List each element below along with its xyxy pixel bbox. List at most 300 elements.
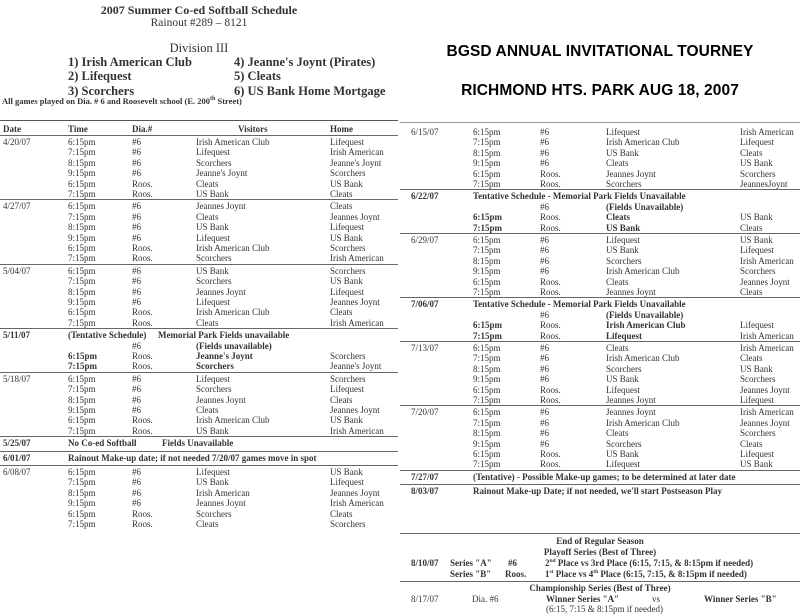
diamond: #6 [132, 137, 141, 147]
rainout-line: Rainout #289 – 8121 [150, 17, 248, 29]
game-time: 7:15pm [68, 253, 96, 264]
diamond: #6 [132, 297, 141, 307]
diamond: Roos. [540, 320, 561, 331]
game-time: 6:15pm [68, 373, 96, 384]
table-row [400, 266, 800, 277]
notice-text: Rainout Make-up Date; if not needed, we'll start Postseason Play [473, 486, 722, 497]
diamond: #6 [540, 266, 549, 277]
home-team: US Bank [330, 276, 363, 287]
table-row [0, 201, 398, 212]
home-team: Cleats [330, 201, 353, 212]
home-team: Jeannes Joynt [740, 276, 790, 287]
visitors-team: Cleats [196, 317, 219, 328]
series-b-rank: 1 [545, 569, 550, 579]
visitors-team: Scorchers [196, 253, 232, 264]
table-row [400, 364, 800, 375]
date-row [0, 438, 398, 449]
game-time: 6:15pm [473, 235, 501, 245]
home-team: Lifequest [330, 286, 364, 297]
visitors-team: Jeannes Joynt [606, 168, 656, 179]
diamond: Roos. [132, 351, 153, 361]
diamond: #6 [540, 353, 549, 364]
game-time: 7:15pm [473, 353, 501, 364]
home-team: Cleats [740, 147, 763, 158]
table-row [400, 343, 800, 354]
visitors-team: Cleats [606, 158, 629, 169]
end-regular-season: End of Regular Season [556, 536, 644, 546]
game-date: 6/01/07 [3, 452, 31, 463]
table-row [0, 384, 398, 395]
table-row [0, 168, 398, 179]
visitors-team: Cleats [606, 428, 629, 439]
series-b-rank2-sup: th [593, 569, 599, 575]
table-row [400, 127, 800, 138]
table-row [0, 276, 398, 287]
team-3: 3) Scorchers [68, 84, 135, 98]
visitors-team: Jeanne's Joynt [196, 351, 253, 361]
visitors-team: Lifequest [606, 235, 640, 245]
game-date: 4/27/07 [3, 201, 31, 212]
tentative-note: Memorial Park Fields unavailable [158, 330, 290, 341]
diamond: Roos. [132, 243, 153, 253]
game-time: 6:15pm [473, 384, 501, 395]
game-time: 7:15pm [68, 425, 96, 436]
date-row [400, 486, 800, 497]
home-team: Irish American [330, 253, 384, 264]
table-row [400, 223, 800, 234]
visitors-team: US Bank [606, 374, 639, 385]
game-time: 9:15pm [473, 266, 501, 277]
diamond: #6 [132, 147, 141, 158]
home-team: Scorchers [330, 519, 366, 529]
table-row [400, 256, 800, 267]
table-row [400, 158, 800, 169]
fields-row [400, 202, 800, 213]
game-time: 7:15pm [68, 317, 96, 328]
home-team: Cleats [330, 189, 353, 199]
diamond: Roos. [132, 425, 153, 436]
table-row [0, 426, 398, 437]
block-separator [400, 189, 800, 190]
table-row [0, 233, 398, 244]
home-team: US Bank [740, 212, 773, 223]
visitors-team: US Bank [196, 222, 229, 233]
table-row [400, 449, 800, 460]
visitors-team: Cleats [196, 405, 219, 415]
diamond: Roos. [132, 415, 153, 426]
table-row [400, 179, 800, 190]
game-time: 9:15pm [68, 405, 96, 415]
table-row [0, 395, 398, 406]
team-5: 5) Cleats [234, 69, 281, 83]
home-team: Lifequest [330, 222, 364, 233]
diamond: Roos. [540, 276, 561, 287]
home-team: US Bank [740, 363, 773, 374]
game-time: 7:15pm [68, 361, 97, 372]
game-time: 7:15pm [68, 384, 96, 395]
champ-team-a: Winner Series "A" [546, 594, 620, 604]
tentative-note: Tentative Schedule - Memorial Park Fields Unavailable [473, 191, 686, 202]
table-row [400, 395, 800, 406]
home-team: Lifequest [330, 384, 364, 395]
diamond: #6 [132, 222, 141, 233]
game-time: 7:15pm [68, 211, 96, 222]
home-team: Jeannes Joynt [740, 417, 790, 428]
game-time: 6:15pm [473, 449, 501, 459]
game-time: 6:15pm [68, 201, 96, 212]
visitors-team: Scorchers [196, 361, 234, 372]
table-row [400, 320, 800, 331]
block-separator [400, 405, 800, 406]
game-time: 9:15pm [473, 374, 501, 385]
diamond: #6 [540, 428, 549, 439]
home-team: Scorchers [740, 266, 776, 277]
block-separator [400, 233, 800, 234]
home-team: Lifequest [740, 245, 774, 256]
game-time: 6:15pm [68, 137, 96, 147]
diamond: #6 [132, 373, 141, 384]
table-row [400, 245, 800, 256]
diamond: Roos. [132, 317, 153, 328]
series-a-matchup [545, 558, 753, 568]
game-date: 7/06/07 [411, 299, 439, 310]
home-team: Jeannes Joynt [330, 487, 380, 498]
game-time: 7:15pm [473, 330, 502, 341]
game-time: 8:15pm [68, 286, 96, 297]
game-time: 7:15pm [473, 179, 501, 189]
schedule-title: 2007 Summer Co-ed Softball Schedule [100, 3, 298, 17]
table-row [0, 509, 398, 520]
diamond: #6 [132, 168, 141, 179]
notice-text: No Co-ed Softball [68, 438, 137, 449]
game-date: 7/27/07 [411, 471, 439, 482]
date-row [400, 299, 800, 310]
game-time: 8:15pm [473, 428, 501, 439]
diamond: #6 [132, 477, 141, 488]
diamond: #6 [132, 232, 141, 243]
table-row [400, 439, 800, 450]
visitors-team: Cleats [196, 178, 219, 189]
home-team: Irish American [740, 407, 794, 418]
visitors-team: Cleats [606, 276, 629, 287]
table-row [400, 277, 800, 288]
visitors-team: Scorchers [606, 363, 642, 374]
home-team: Jeannes Joynt [330, 405, 380, 415]
diamond: Roos. [540, 459, 561, 470]
series-b-matchup [545, 569, 747, 579]
game-time: 9:15pm [473, 158, 501, 169]
diamond: Roos. [540, 222, 561, 233]
header-underline [0, 135, 398, 136]
diamond: #6 [540, 417, 549, 428]
table-row [0, 253, 398, 264]
diamond: #6 [540, 201, 549, 212]
visitors-team: US Bank [196, 477, 229, 488]
date-row [400, 472, 800, 483]
playoff-date: 8/10/07 [411, 558, 439, 568]
diamond: #6 [132, 498, 141, 509]
game-date: 5/04/07 [3, 265, 31, 276]
table-row [0, 488, 398, 499]
game-time: 6:15pm [473, 343, 501, 353]
visitors-team: Lifequest [606, 459, 640, 470]
postseason-rule [400, 533, 800, 534]
header-visitors: Visitors [238, 124, 268, 134]
game-time: 8:15pm [68, 157, 96, 168]
table-row [0, 179, 398, 190]
game-time: 8:15pm [68, 222, 96, 233]
home-team: Jeanne's Joynt [330, 157, 382, 168]
table-row [0, 318, 398, 329]
diamond: #6 [540, 137, 549, 148]
game-time: 8:15pm [473, 255, 501, 266]
game-time: 9:15pm [473, 438, 501, 449]
table-row [0, 147, 398, 158]
table-row [0, 415, 398, 426]
venue-note-text: All games played on Dia. # 6 and Roosevelt school (E. 200 [2, 96, 211, 106]
diamond: #6 [132, 157, 141, 168]
team-4: 4) Jeanne's Joynt (Pirates) [234, 55, 376, 69]
fields-unavailable: (Fields unavailable) [196, 340, 272, 351]
table-row [400, 374, 800, 385]
visitors-team: Lifequest [606, 384, 640, 395]
table-row [0, 297, 398, 308]
diamond: #6 [132, 211, 141, 222]
table-row [0, 137, 398, 148]
game-time: 6:15pm [68, 508, 96, 519]
block-separator [0, 264, 398, 265]
table-row [400, 353, 800, 364]
visitors-team: Jeannes Joynt [606, 287, 656, 297]
diamond: Roos. [540, 168, 561, 179]
header-rule [0, 120, 398, 121]
diamond: Roos. [132, 253, 153, 264]
home-team: US Bank [330, 415, 363, 426]
table-row [0, 467, 398, 478]
diamond: #6 [540, 235, 549, 245]
game-time: 8:15pm [473, 147, 501, 158]
home-team: US Bank [330, 178, 363, 189]
game-time: 7:15pm [473, 459, 501, 470]
visitors-team: Jeannes Joynt [606, 407, 656, 418]
game-time: 7:15pm [473, 137, 501, 148]
diamond: Roos. [132, 307, 153, 318]
table-row [400, 287, 800, 298]
visitors-team: Scorchers [606, 179, 642, 189]
game-time: 6:15pm [68, 178, 96, 189]
table-row [0, 243, 398, 254]
visitors-team: Lifequest [196, 297, 230, 307]
table-row [0, 374, 398, 385]
block-separator [0, 372, 398, 373]
table-row [400, 459, 800, 470]
home-team: Irish American [330, 317, 384, 328]
table-row [0, 498, 398, 509]
diamond: Roos. [540, 449, 561, 459]
diamond: Roos. [132, 178, 153, 189]
game-date: 7/20/07 [411, 407, 439, 418]
home-team: Lifequest [330, 477, 364, 488]
visitors-team: Lifequest [606, 127, 640, 137]
visitors-team: Jeannes Joynt [196, 394, 246, 405]
game-time: 7:15pm [68, 519, 96, 529]
diamond: #6 [540, 343, 549, 353]
game-date: 7/13/07 [411, 343, 439, 353]
visitors-team: Irish American Club [196, 243, 270, 253]
visitors-team: US Bank [606, 245, 639, 256]
visitors-team: Jeanne's Joynt [196, 168, 248, 179]
series-a-dia: #6 [508, 558, 517, 568]
visitors-team: Cleats [606, 343, 629, 353]
home-team: Scorchers [740, 168, 776, 179]
home-team: Cleats [330, 508, 353, 519]
home-team: Irish American [740, 127, 794, 137]
header-date: Date [3, 124, 21, 134]
notice-text: (Tentative) - Possible Make-up games; to be determined at later date [473, 471, 736, 482]
game-time: 8:15pm [68, 394, 96, 405]
table-row [0, 189, 398, 200]
left-schedule-page [0, 0, 398, 608]
visitors-team: Irish American Club [606, 353, 680, 364]
home-team: Jeannes Joynt [330, 297, 380, 307]
tentative-note: Tentative Schedule - Memorial Park Fields Unavailable [473, 299, 686, 310]
game-time: 7:15pm [473, 395, 501, 405]
game-time: 6:15pm [68, 415, 96, 426]
game-date: 5/25/07 [3, 438, 31, 449]
block-separator [0, 199, 398, 200]
playoff-title: Playoff Series (Best of Three) [543, 547, 657, 557]
table-row [0, 212, 398, 223]
tourney-title: BGSD ANNUAL INVITATIONAL TOURNEY [446, 43, 754, 60]
series-a-label: Series "A" [450, 558, 492, 568]
visitors-team: Scorchers [606, 438, 642, 449]
game-time: 7:15pm [68, 276, 96, 287]
home-team: Scorchers [330, 265, 366, 276]
home-team: Irish American [740, 255, 794, 266]
visitors-team: Jeannes Joynt [196, 201, 246, 212]
game-time: 7:15pm [473, 245, 501, 256]
table-row [0, 222, 398, 233]
diamond: #6 [132, 405, 141, 415]
table-row [400, 331, 800, 342]
home-team: Jeannes Joynt [740, 384, 790, 395]
game-time: 7:15pm [473, 287, 501, 297]
home-team: US Bank [330, 467, 363, 477]
home-team: Scorchers [330, 168, 366, 179]
date-row [0, 330, 398, 341]
diamond: #6 [540, 309, 549, 320]
team-2: 2) Lifequest [68, 69, 132, 83]
home-team: Irish American [740, 343, 794, 353]
series-b-mid: Place vs 4 [553, 569, 594, 579]
venue-note-suffix: Street) [215, 96, 242, 106]
visitors-team: Cleats [196, 211, 219, 222]
visitors-team: US Bank [196, 265, 229, 276]
fields-unavailable: (Fields Unavailable) [606, 309, 684, 320]
block-separator [0, 436, 398, 437]
game-time: 6:15pm [68, 307, 96, 318]
series-a-rank-sup: nd [549, 558, 556, 564]
table-row [0, 287, 398, 298]
visitors-team: Scorchers [196, 384, 232, 395]
table-row [400, 428, 800, 439]
diamond: Roos. [132, 519, 153, 529]
diamond: Roos. [132, 361, 153, 372]
diamond: #6 [132, 394, 141, 405]
game-date: 5/18/07 [3, 373, 31, 384]
venue-note [2, 96, 242, 106]
game-time: 9:15pm [68, 498, 96, 509]
series-b-label: Series "B" [450, 569, 492, 579]
home-team: Cleats [740, 222, 763, 233]
diamond: Roos. [540, 384, 561, 395]
visitors-team: Scorchers [196, 508, 232, 519]
home-team: Irish American [330, 498, 384, 509]
visitors-team: Scorchers [606, 255, 642, 266]
game-date: 6/22/07 [411, 191, 439, 202]
header-time: Time [68, 124, 88, 134]
game-time: 7:15pm [68, 147, 96, 158]
diamond: Roos. [540, 179, 561, 189]
diamond: #6 [540, 245, 549, 256]
series-a-rest: Place vs 3rd Place (6:15, 7:15, & 8:15pm if needed) [555, 558, 754, 568]
diamond: #6 [132, 340, 141, 351]
diamond: #6 [132, 265, 141, 276]
date-row [0, 453, 398, 464]
game-time: 7:15pm [473, 222, 502, 233]
home-team: JeannesJoynt [740, 179, 788, 189]
champ-title: Championship Series (Best of Three) [529, 583, 671, 593]
game-time: 6:15pm [473, 407, 501, 418]
diamond: #6 [132, 201, 141, 212]
diamond: #6 [540, 363, 549, 374]
visitors-team: Scorchers [196, 276, 232, 287]
tentative-label: (Tentative Schedule) [68, 330, 147, 341]
diamond: Roos. [540, 395, 561, 405]
game-time: 8:15pm [473, 363, 501, 374]
visitors-team: Irish American Club [606, 417, 680, 428]
home-team: US Bank [740, 158, 773, 169]
diamond: Roos. [132, 189, 153, 199]
visitors-team: US Bank [196, 189, 229, 199]
game-time: 7:15pm [473, 417, 501, 428]
home-team: Lifequest [740, 449, 774, 459]
visitors-team: Irish American Club [606, 266, 680, 277]
table-row [400, 169, 800, 180]
diamond: Roos. [132, 508, 153, 519]
diamond: #6 [540, 374, 549, 385]
visitors-team: Jeannes Joynt [196, 498, 246, 509]
block-separator [400, 484, 800, 485]
block-separator [400, 341, 800, 342]
date-row [400, 191, 800, 202]
table-row [400, 148, 800, 159]
home-team: Irish American [330, 147, 384, 158]
home-team: Lifequest [740, 320, 774, 331]
visitors-team: Lifequest [196, 232, 230, 243]
fields-row [0, 341, 398, 352]
game-time: 9:15pm [68, 168, 96, 179]
home-team: Cleats [330, 307, 353, 318]
tourney-location-date: RICHMOND HTS. PARK AUG 18, 2007 [461, 82, 739, 99]
table-row [400, 407, 800, 418]
game-time: 6:15pm [68, 243, 96, 253]
diamond: Roos. [540, 330, 561, 341]
table-row [0, 158, 398, 169]
game-date: 8/03/07 [411, 486, 439, 497]
home-team: Scorchers [740, 374, 776, 385]
game-time: 6:15pm [473, 212, 502, 223]
